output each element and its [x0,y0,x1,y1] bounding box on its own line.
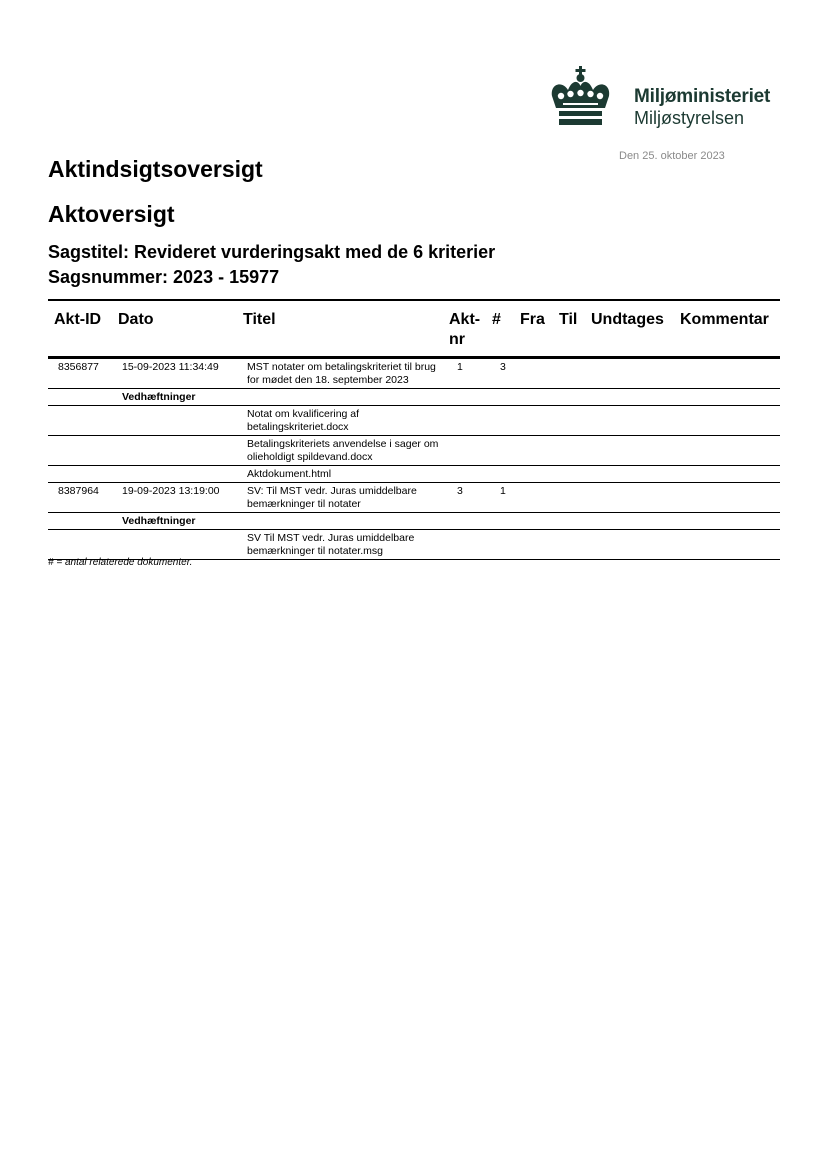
cell-dato: 15-09-2023 11:34:49 [112,358,237,389]
attachment-title: Aktdokument.html [237,466,443,483]
table-row [48,358,780,389]
cell-akt-id: 8356877 [48,358,112,389]
col-fra: Fra [514,300,553,358]
cell-akt-id: 8387964 [48,483,112,513]
attachment-title: Betalingskriteriets anvendelse i sager om olieholdigt spildevand.docx [237,436,443,466]
attachments-label: Vedhæftninger [112,389,237,406]
col-undtages: Undtages [585,300,674,358]
page-title: Aktindsigtsoversigt [48,156,263,182]
col-akt-nr: Akt-nr [443,300,486,358]
case-title: Sagstitel: Revideret vurderingsakt med de 6 kriterier [48,242,496,262]
attachment-row [48,406,780,436]
col-dato: Dato [112,300,237,358]
attachment-title: Notat om kvalificering af betalingskriteriet.docx [237,406,443,436]
col-akt-id: Akt-ID [48,300,112,358]
cell-titel: SV: Til MST vedr. Juras umiddelbare bemærkninger til notater [237,483,443,513]
logo [548,66,788,130]
cell-akt-nr: 1 [443,358,486,389]
table-header [48,300,780,358]
cell-dato: 19-09-2023 13:19:00 [112,483,237,513]
attachments-header-row [48,513,780,530]
attachment-row [48,530,780,560]
org-sub: Miljøstyrelsen [634,108,745,128]
col-count: # [486,300,514,358]
document-date: Den 25. oktober 2023 [619,150,725,162]
cell-titel: MST notater om betalingskriteriet til brug for mødet den 18. september 2023 [237,358,443,389]
attachment-row [48,466,780,483]
cell-akt-nr: 3 [443,483,486,513]
col-til: Til [553,300,585,358]
page-subtitle: Aktoversigt [48,201,175,227]
act-table [48,299,780,560]
cell-count: 3 [486,358,514,389]
attachment-title: SV Til MST vedr. Juras umiddelbare bemærkninger til notater.msg [237,530,443,560]
attachments-label: Vedhæftninger [112,513,237,530]
col-kommentar: Kommentar [674,300,780,358]
crown-icon [548,66,614,128]
org-name: Miljøministeriet [634,86,771,107]
table-row [48,483,780,513]
col-titel: Titel [237,300,443,358]
case-number: Sagsnummer: 2023 - 15977 [48,267,280,287]
attachments-header-row [48,389,780,406]
cell-count: 1 [486,483,514,513]
footnote: # = antal relaterede dokumenter. [48,557,193,568]
attachment-row [48,436,780,466]
